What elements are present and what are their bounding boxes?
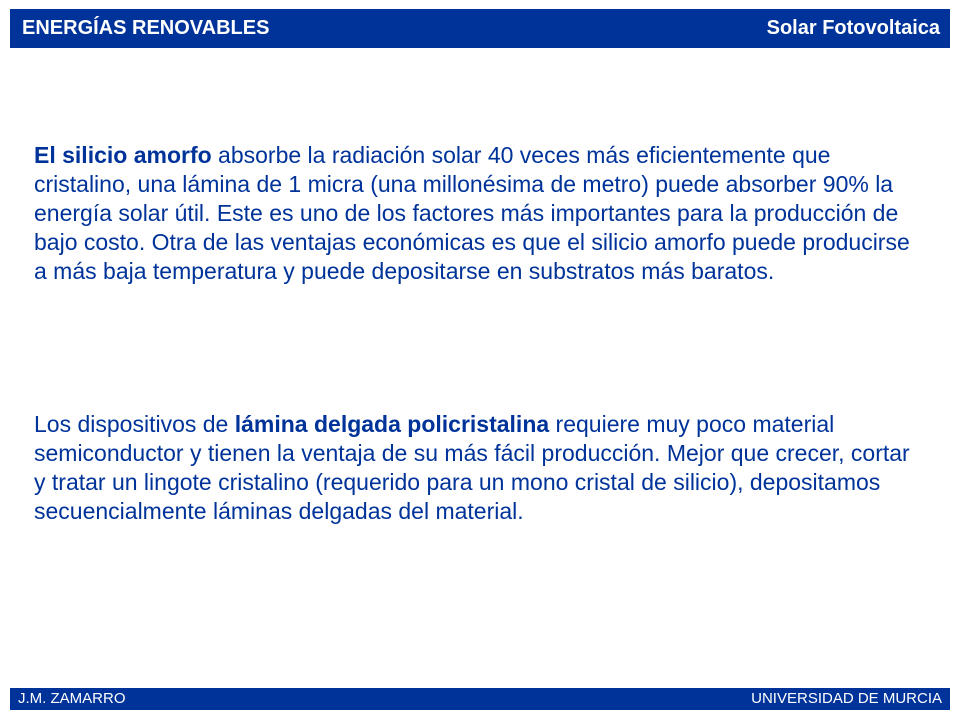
- footer-bar: [10, 688, 950, 710]
- paragraph-amorphous-silicon-text: absorbe la radiación solar 40 veces más eficientemente que cristalino, una lámina de 1 micra (una millonésima de metro) puede absorber 90% la energía solar útil. Este es uno de los factores más importantes para la producción de bajo costo. Otra de las ventajas económicas es que el silicio amorfo puede producirse a más baja temperatura y puede depositarse en substratos más baratos.: [34, 142, 910, 284]
- header-subtitle: Solar Fotovoltaica: [766, 17, 940, 39]
- paragraph-thin-film: [34, 410, 924, 526]
- paragraph-amorphous-silicon: [34, 141, 924, 286]
- header-bar: [10, 9, 950, 48]
- header-title: ENERGÍAS RENOVABLES: [22, 17, 270, 39]
- footer-author: J.M. ZAMARRO: [18, 690, 126, 707]
- paragraph-amorphous-silicon-bold: El silicio amorfo: [34, 142, 212, 168]
- footer-institution: UNIVERSIDAD DE MURCIA: [751, 690, 942, 707]
- paragraph-thin-film-bold: lámina delgada policristalina: [234, 411, 550, 437]
- paragraph-thin-film-text-after: requiere muy poco material semiconductor y tienen la ventaja de su más fácil producción. Mejor que crecer, cortar y tratar un lingote cristalino (requerido para un mono cristal de silicio), depositamos secuencialmente láminas delgadas del material.: [34, 411, 910, 524]
- paragraph-thin-film-text-before: Los dispositivos de: [34, 411, 235, 437]
